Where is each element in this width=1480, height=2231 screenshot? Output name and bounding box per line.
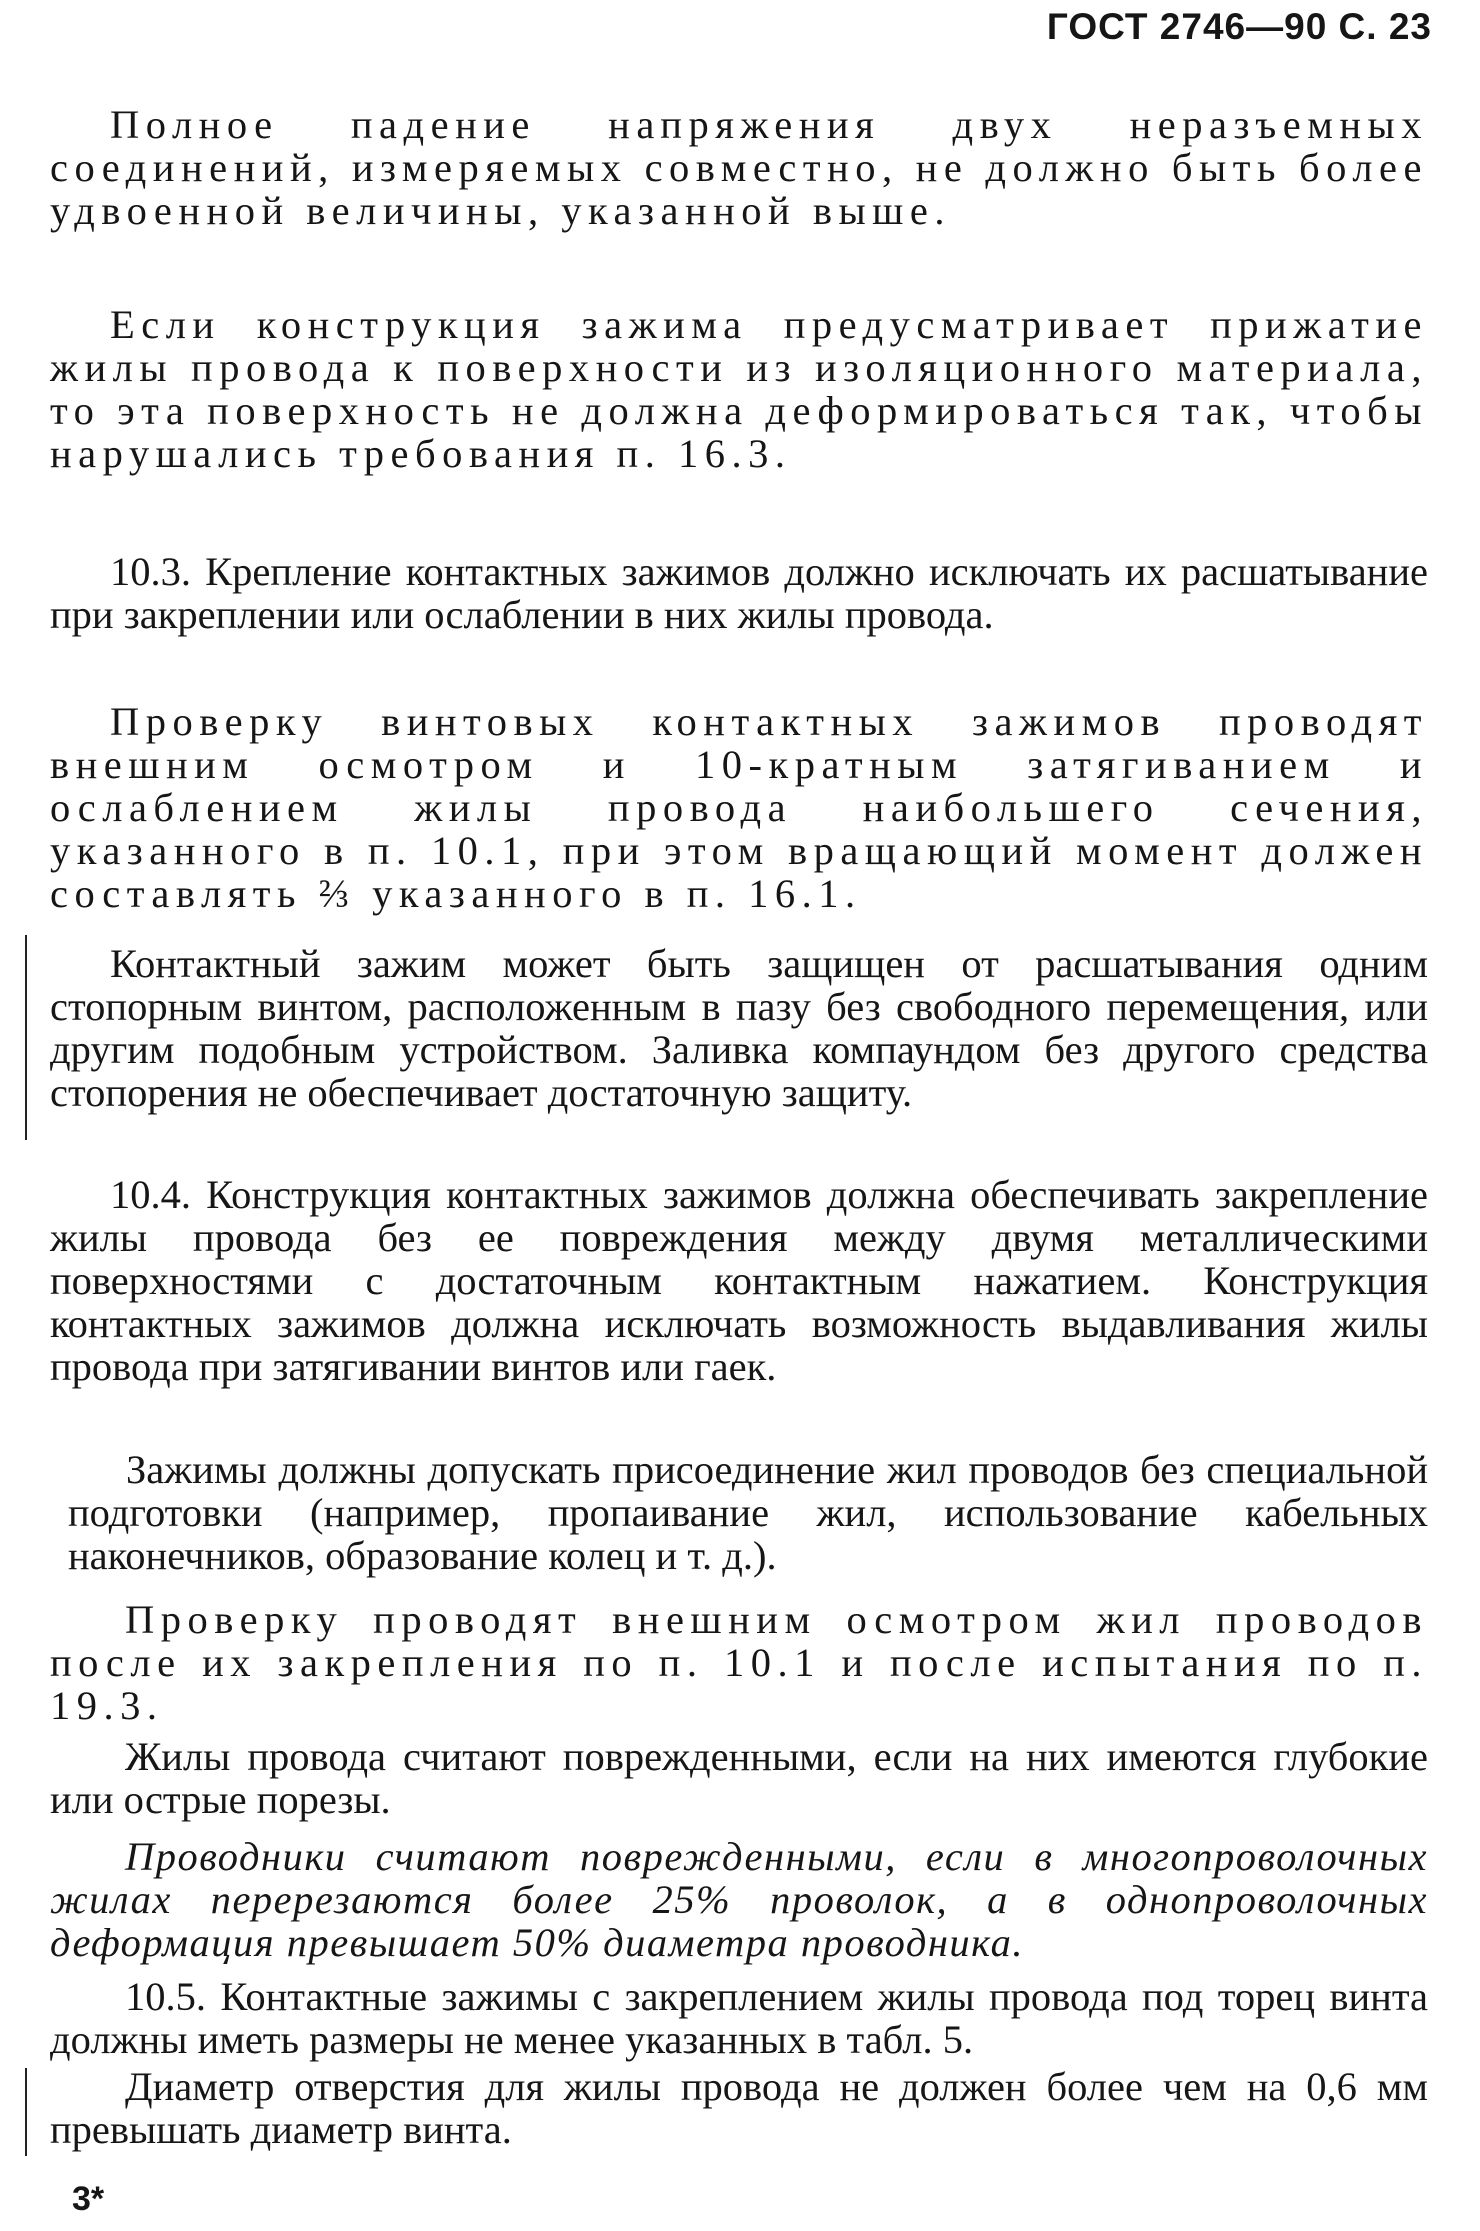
paragraph-damaged-conductors: Проводники считают поврежденными, если в многопроволочных жилах перерезаются более 25% проволок, а в однопроволочных деформация превышает 50% диаметра проводника. [50, 1834, 1428, 1965]
signature-mark: 3* [72, 2180, 105, 2218]
paragraph-screw-check: Проверку винтовых контактных зажимов проводят внешним осмотром и 10-кратным затягиванием и ослаблением жилы провода наибольшего сечения, указанного в п. 10.1, при этом вращающий момент должен составлять ⅔ указанного в п. 16.1. [50, 699, 1428, 916]
paragraph-10-3: 10.3. Крепление контактных зажимов должно исключать их расшатывание при закреплении или ослаблении в них жилы провода. [50, 549, 1428, 637]
paragraph-voltage-drop: Полное падение напряжения двух неразъемных соединений, измеряемых совместно, не должно быть более удвоенной величины, указанной выше. [50, 102, 1428, 233]
paragraph-hole-diameter: Диаметр отверстия для жилы провода не должен более чем на 0,6 мм превышать диаметр винта. [50, 2064, 1428, 2152]
paragraph-visual-check: Проверку проводят внешним осмотром жил проводов после их закрепления по п. 10.1 и после испытания по п. 19.3. [50, 1597, 1428, 1728]
page-header: ГОСТ 2746—90 С. 23 [1046, 6, 1432, 47]
paragraph-10-4: 10.4. Конструкция контактных зажимов должна обеспечивать закрепление жилы провода без ее повреждения между двумя металлическими поверхностями с достаточным контактным нажатием. Конструкция контактных зажимов должна исключать возможность выдавливания жилы провода при затягивании винтов или гаек. [50, 1172, 1428, 1389]
paragraph-10-5: 10.5. Контактные зажимы с закреплением жилы провода под торец винта должны иметь размеры не менее указанных в табл. 5. [50, 1974, 1428, 2062]
paragraph-damaged-cores: Жилы провода считают поврежденными, если на них имеются глубокие или острые порезы. [50, 1734, 1428, 1822]
revision-mark-bar [25, 935, 27, 1140]
paragraph-insulation-surface: Если конструкция зажима предусматривает прижатие жилы провода к поверхности из изоляционного материала, то эта поверхность не должна деформироваться так, чтобы нарушались требования п. 16.3. [50, 302, 1428, 476]
paragraph-loosening-protection: Контактный зажим может быть защищен от расшатывания одним стопорным винтом, расположенным в пазу без свободного перемещения, или другим подобным устройством. Заливка компаундом без другого средства стопорения не обеспечивает достаточную защиту. [50, 941, 1428, 1115]
paragraph-no-preparation: Зажимы должны допускать присоединение жил проводов без специальной подготовки (например, пропаивание жил, использование кабельных наконечников, образование колец и т. д.). [68, 1447, 1428, 1578]
revision-mark-bar-2 [25, 2068, 27, 2156]
